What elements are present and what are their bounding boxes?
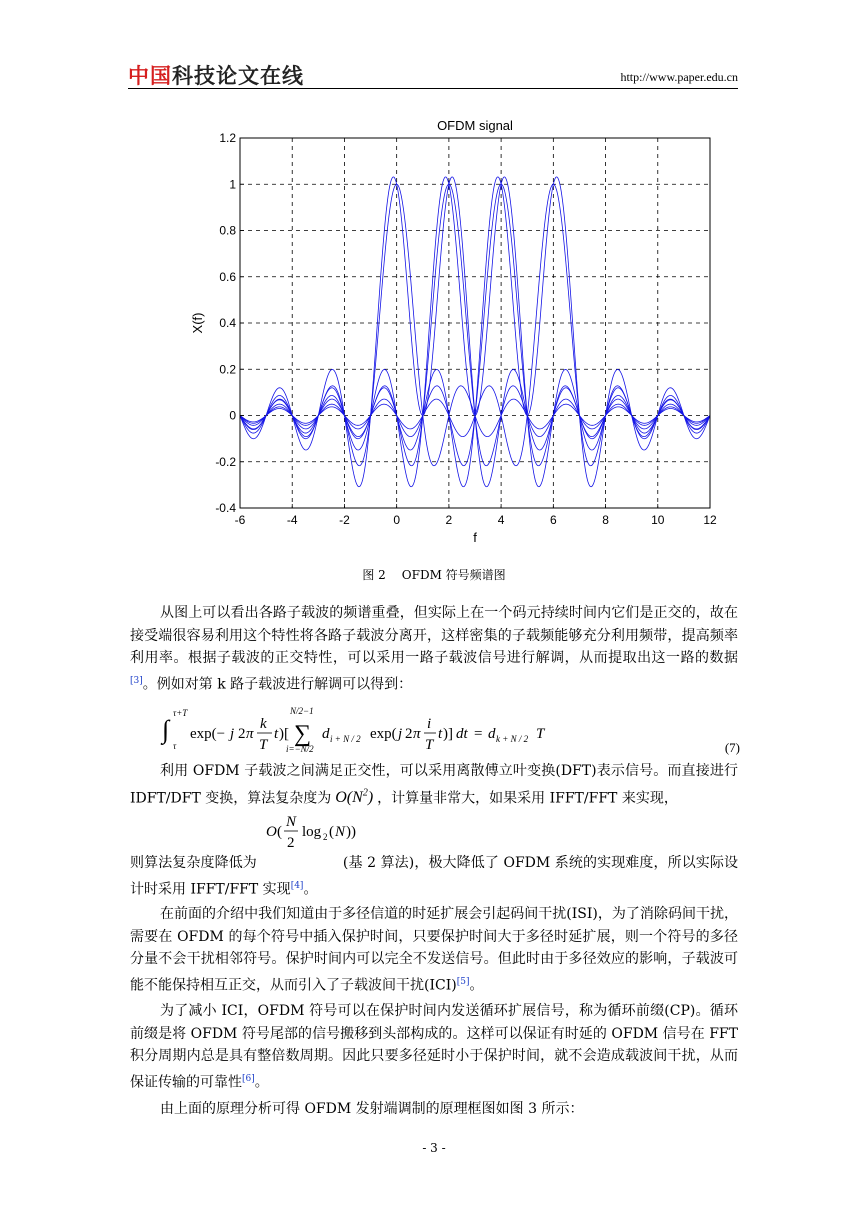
header-url[interactable]: http://www.paper.edu.cn [620,70,738,84]
svg-text:j: j [398,726,403,742]
svg-text:T: T [259,737,268,753]
svg-text:O: O [266,824,277,840]
citation-3[interactable]: [3] [130,675,143,686]
chart-title: OFDM signal [437,118,513,133]
x-tick-label: 6 [549,513,557,527]
figure-caption-text: OFDM 符号频谱图 [401,568,506,582]
paragraph-5: 由上面的原理分析可得 OFDM 发射端调制的原理框图如图 3 所示： [160,1101,584,1117]
equation-7-formula [160,704,600,756]
paragraph-2: 利用 OFDM 子载波之间满足正交性，可以采用离散傅立叶变换(DFT)表示信号。而直接进行 IDFT/DFT 变换，算法复杂度为 $O(N^2)$ ，计算量非常大，如果采用 IFFT/FFT 来实现， [130,763,738,806]
svg-text:log: log [302,824,322,840]
svg-text:k: k [260,716,267,732]
equation-7-number: (7) [724,740,740,755]
x-tick-label: 8 [602,513,609,527]
svg-text:2: 2 [405,726,413,742]
svg-text:j: j [230,726,235,742]
citation-4[interactable]: [4] [290,880,304,891]
svg-text:exp(−: exp(− [190,726,226,742]
citation-5[interactable]: [5] [456,976,470,987]
y-tick-label: 0.6 [219,269,236,284]
site-logo: 中国科技论文在线 [128,64,304,88]
svg-text:i=−N/2: i=−N/2 [286,744,314,754]
svg-text:2: 2 [323,832,328,842]
citation-6[interactable]: [6] [242,1073,255,1084]
complexity-nlogn-formula [266,808,376,850]
svg-text:T: T [536,726,545,742]
x-tick-label: -2 [339,513,350,527]
y-tick-label: 0.4 [219,316,236,330]
svg-text:N/2−1: N/2−1 [290,706,314,716]
svg-text:t: t [438,726,443,742]
page-number: - 3 - [422,1141,446,1155]
svg-text:2: 2 [238,726,246,742]
figure-label: 图 2 [362,568,386,582]
ofdm-spectrum-chart [185,112,725,552]
svg-text:dt: dt [456,726,468,742]
svg-text:∑: ∑ [294,721,312,747]
x-tick-label: 12 [703,513,717,527]
complexity-n-squared: $O(N^2)$ [331,787,378,806]
svg-text:τ: τ [173,741,177,751]
svg-text:d: d [322,726,330,742]
svg-text:)): )) [346,824,356,840]
series-line-5 [240,177,710,487]
svg-text:)[: )[ [279,726,289,742]
svg-text:i: i [427,716,432,732]
paragraph-2-continued: 则算法复杂度降低为 (基 2 算法)，极大降低了 OFDM 系统的实现难度，所以实际设计时采用 IFFT/FFT 实现[4]。 [130,855,738,898]
x-tick-label: 0 [393,513,401,527]
x-axis-label: f [473,530,477,545]
svg-text:(: ( [329,824,334,840]
svg-text:N: N [335,824,346,840]
x-tick-label: -4 [286,513,298,527]
paragraph-1: 从图上可以看出各路子载波的频谱重叠，但实际上在一个码元持续时间内它们是正交的，故在接受端很容易利用这个特性将各路子载波分离开，这样密集的子载频能够充分利用频带，提高频率利用率。根据子载波的正交特性，可以采用一路子载波信号进行解调，从而提取出这一路的数据[3]。例如对第 k 路子载波进行解调可以得到： [130,605,738,693]
svg-text:N: N [286,814,297,830]
svg-text:(: ( [277,824,282,840]
svg-text:i + N / 2: i + N / 2 [330,734,361,744]
svg-text:t: t [274,726,279,742]
y-tick-label: 1 [229,177,236,192]
paragraph-4: 为了减小 ICI，OFDM 符号可以在保护时间内发送循环扩展信号，称为循环前缀(CP)。循环前缀是将 OFDM 符号尾部的信号搬移到头部构成的。这样可以保证有时延的 OFDM 信号在 FFT 积分周期内总是具有整倍数周期。因此只要多径延时小于保护时间，就不会造成载波间干扰，从而保证传输的可靠性[6]。 [130,1003,738,1091]
y-tick-label: 1.2 [219,131,236,145]
x-tick-label: -6 [234,513,246,527]
paragraph-3: 在前面的介绍中我们知道由于多径信道的时延扩展会引起码间干扰(ISI)，为了消除码间干扰，需要在 OFDM 的每个符号中插入保护时间，只要保护时间大于多径时延扩展，则一个符号的多径分量不会干扰相邻符号。保护时间内可以完全不发送信号。但此时由于多径效应的影响，子载波可能不能保持相互正交，从而引入了子载波间干扰(ICI)[5]。 [130,906,738,994]
y-axis-label: X(f) [190,312,205,334]
svg-text:T: T [425,737,434,753]
svg-text:exp(: exp( [370,726,397,742]
series-line-6 [240,177,710,487]
svg-text:)]: )] [443,726,453,742]
y-tick-label: -0.4 [215,501,236,515]
svg-text:k + N / 2: k + N / 2 [496,734,529,744]
y-tick-label: 0 [229,408,236,423]
figure-caption [0,566,868,583]
svg-text:π: π [246,726,254,742]
x-tick-label: 2 [445,513,453,527]
equation-7 [160,704,740,756]
page-header [128,58,738,89]
y-tick-label: 0.8 [219,223,236,238]
svg-text:τ+T: τ+T [173,708,188,718]
svg-text:π: π [413,726,421,742]
y-tick-label: 0.2 [219,362,236,377]
svg-text:d: d [488,726,496,742]
y-tick-label: -0.2 [215,454,236,469]
svg-text:2: 2 [287,835,295,850]
x-tick-label: 10 [651,513,665,527]
svg-text:∫: ∫ [162,715,170,744]
svg-text:=: = [474,726,483,742]
x-tick-label: 4 [497,513,505,527]
series-line-4 [240,177,710,487]
